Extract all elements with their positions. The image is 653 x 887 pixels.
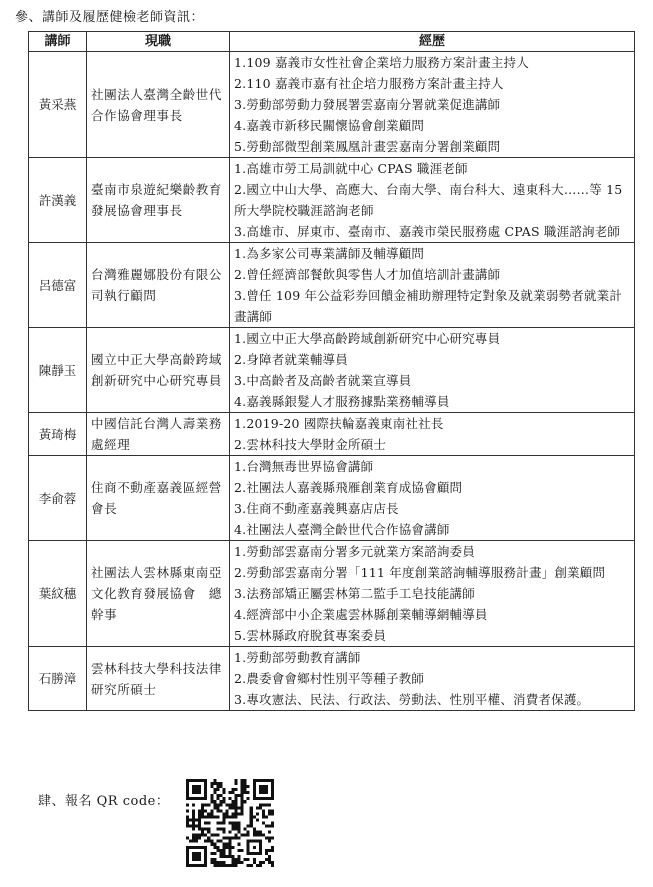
experience-item: 5.勞動部微型創業鳳凰計畫雲嘉南分署創業顧問 (234, 139, 501, 154)
current-position: 住商不動產嘉義區經營會長 (87, 456, 230, 541)
table-row (29, 456, 635, 541)
experience-item: 2.雲林科技大學財金所碩士 (234, 437, 387, 452)
experience-list (230, 52, 635, 158)
experience-list (230, 647, 635, 711)
experience-item: 1.勞動部雲嘉南分署多元就業方案諮詢委員 (234, 544, 475, 559)
header-position: 現職 (87, 32, 230, 52)
experience-item: 1.台灣無毒世界協會講師 (234, 459, 374, 474)
table-header-row (29, 32, 635, 52)
table-row (29, 541, 635, 647)
experience-item: 2.農委會會鄉村性別平等種子教師 (234, 671, 425, 686)
table-row (29, 243, 635, 328)
experience-item: 4.經濟部中小企業處雲林縣創業輔導網輔導員 (234, 607, 488, 622)
experience-item: 1.國立中正大學高齡跨域創新研究中心研究專員 (234, 331, 501, 346)
experience-item: 3.中高齡者及高齡者就業宣導員 (234, 373, 412, 388)
experience-item: 1.為多家公司專業講師及輔導顧問 (234, 246, 425, 261)
experience-item: 2.國立中山大學、高應大、台南大學、南台科大、遠東科大……等 15 所大學院校職涯諮詢老師 (234, 182, 623, 218)
experience-item: 4.嘉義市新移民關懷協會創業顧問 (234, 118, 425, 133)
header-instructor: 講師 (29, 32, 87, 52)
experience-item: 3.高雄市、屏東市、臺南市、嘉義市榮民服務處 CPAS 職涯諮詢老師 (234, 224, 621, 239)
experience-item: 2.社團法人嘉義縣飛雁創業育成協會顧問 (234, 480, 463, 495)
table-row (29, 158, 635, 243)
experience-item: 3.曾任 109 年公益彩券回饋金補助辦理特定對象及就業弱勢者就業計畫講師 (234, 288, 623, 324)
instructor-name: 石勝漳 (29, 647, 87, 711)
experience-item: 4.嘉義縣銀髮人才服務據點業務輔導員 (234, 394, 450, 409)
current-position: 雲林科技大學科技法律研究所碩士 (87, 647, 230, 711)
header-experience: 經歷 (230, 32, 635, 52)
section-title: 參、講師及履歷健檢老師資訊： (15, 10, 205, 25)
experience-item: 1.高雄市勞工局訓就中心 CPAS 職涯老師 (234, 161, 468, 176)
table-row (29, 328, 635, 413)
experience-item: 3.專攻憲法、民法、行政法、勞動法、性別平權、消費者保護。 (234, 692, 590, 707)
experience-item: 4.社團法人臺灣全齡世代合作協會講師 (234, 522, 450, 537)
current-position: 社團法人雲林縣東南亞文化教育發展協會 總幹事 (87, 541, 230, 647)
instructor-name: 李俞蓉 (29, 456, 87, 541)
instructor-name: 黃琦梅 (29, 413, 87, 456)
experience-item: 2.身障者就業輔導員 (234, 352, 348, 367)
experience-item: 3.法務部矯正屬雲林第二監手工皂技能講師 (234, 586, 475, 601)
table-row (29, 413, 635, 456)
experience-item: 1.2019-20 國際扶輪嘉義東南社社長 (234, 416, 444, 431)
experience-item: 3.勞動部勞動力發展署雲嘉南分署就業促進講師 (234, 97, 501, 112)
qr-label: 肆、報名 QR code： (38, 794, 170, 809)
experience-item: 2.曾任經濟部餐飲與零售人才加值培訓計畫講師 (234, 267, 501, 282)
experience-list (230, 541, 635, 647)
instructor-name: 黃采燕 (29, 52, 87, 158)
current-position: 中國信託台灣人壽業務處經理 (87, 413, 230, 456)
table-row (29, 52, 635, 158)
qr-code-icon[interactable] (186, 779, 274, 867)
experience-item: 2.110 嘉義市嘉有社企培力服務方案計畫主持人 (234, 76, 504, 91)
instructor-name: 呂德富 (29, 243, 87, 328)
experience-item: 1.勞動部勞動教育講師 (234, 650, 361, 665)
table-row (29, 647, 635, 711)
experience-list (230, 158, 635, 243)
current-position: 臺南市泉遊紀樂齡教育發展協會理事長 (87, 158, 230, 243)
experience-item: 1.109 嘉義市女性社會企業培力服務方案計畫主持人 (234, 55, 529, 70)
instructor-name: 許漢義 (29, 158, 87, 243)
instructor-name: 葉紋穗 (29, 541, 87, 647)
experience-item: 2.勞動部雲嘉南分署「111 年度創業諮詢輔導服務計畫」創業顧問 (234, 565, 606, 580)
experience-item: 5.雲林縣政府脫貧專案委員 (234, 628, 387, 643)
instructor-name: 陳靜玉 (29, 328, 87, 413)
experience-list (230, 456, 635, 541)
current-position: 台灣雅麗娜股份有限公司執行顧問 (87, 243, 230, 328)
experience-item: 3.住商不動產嘉義興嘉店店長 (234, 501, 399, 516)
current-position: 國立中正大學高齡跨域創新研究中心研究專員 (87, 328, 230, 413)
experience-list (230, 243, 635, 328)
current-position: 社團法人臺灣全齡世代合作協會理事長 (87, 52, 230, 158)
experience-list (230, 328, 635, 413)
experience-list (230, 413, 635, 456)
instructor-table (28, 31, 635, 711)
